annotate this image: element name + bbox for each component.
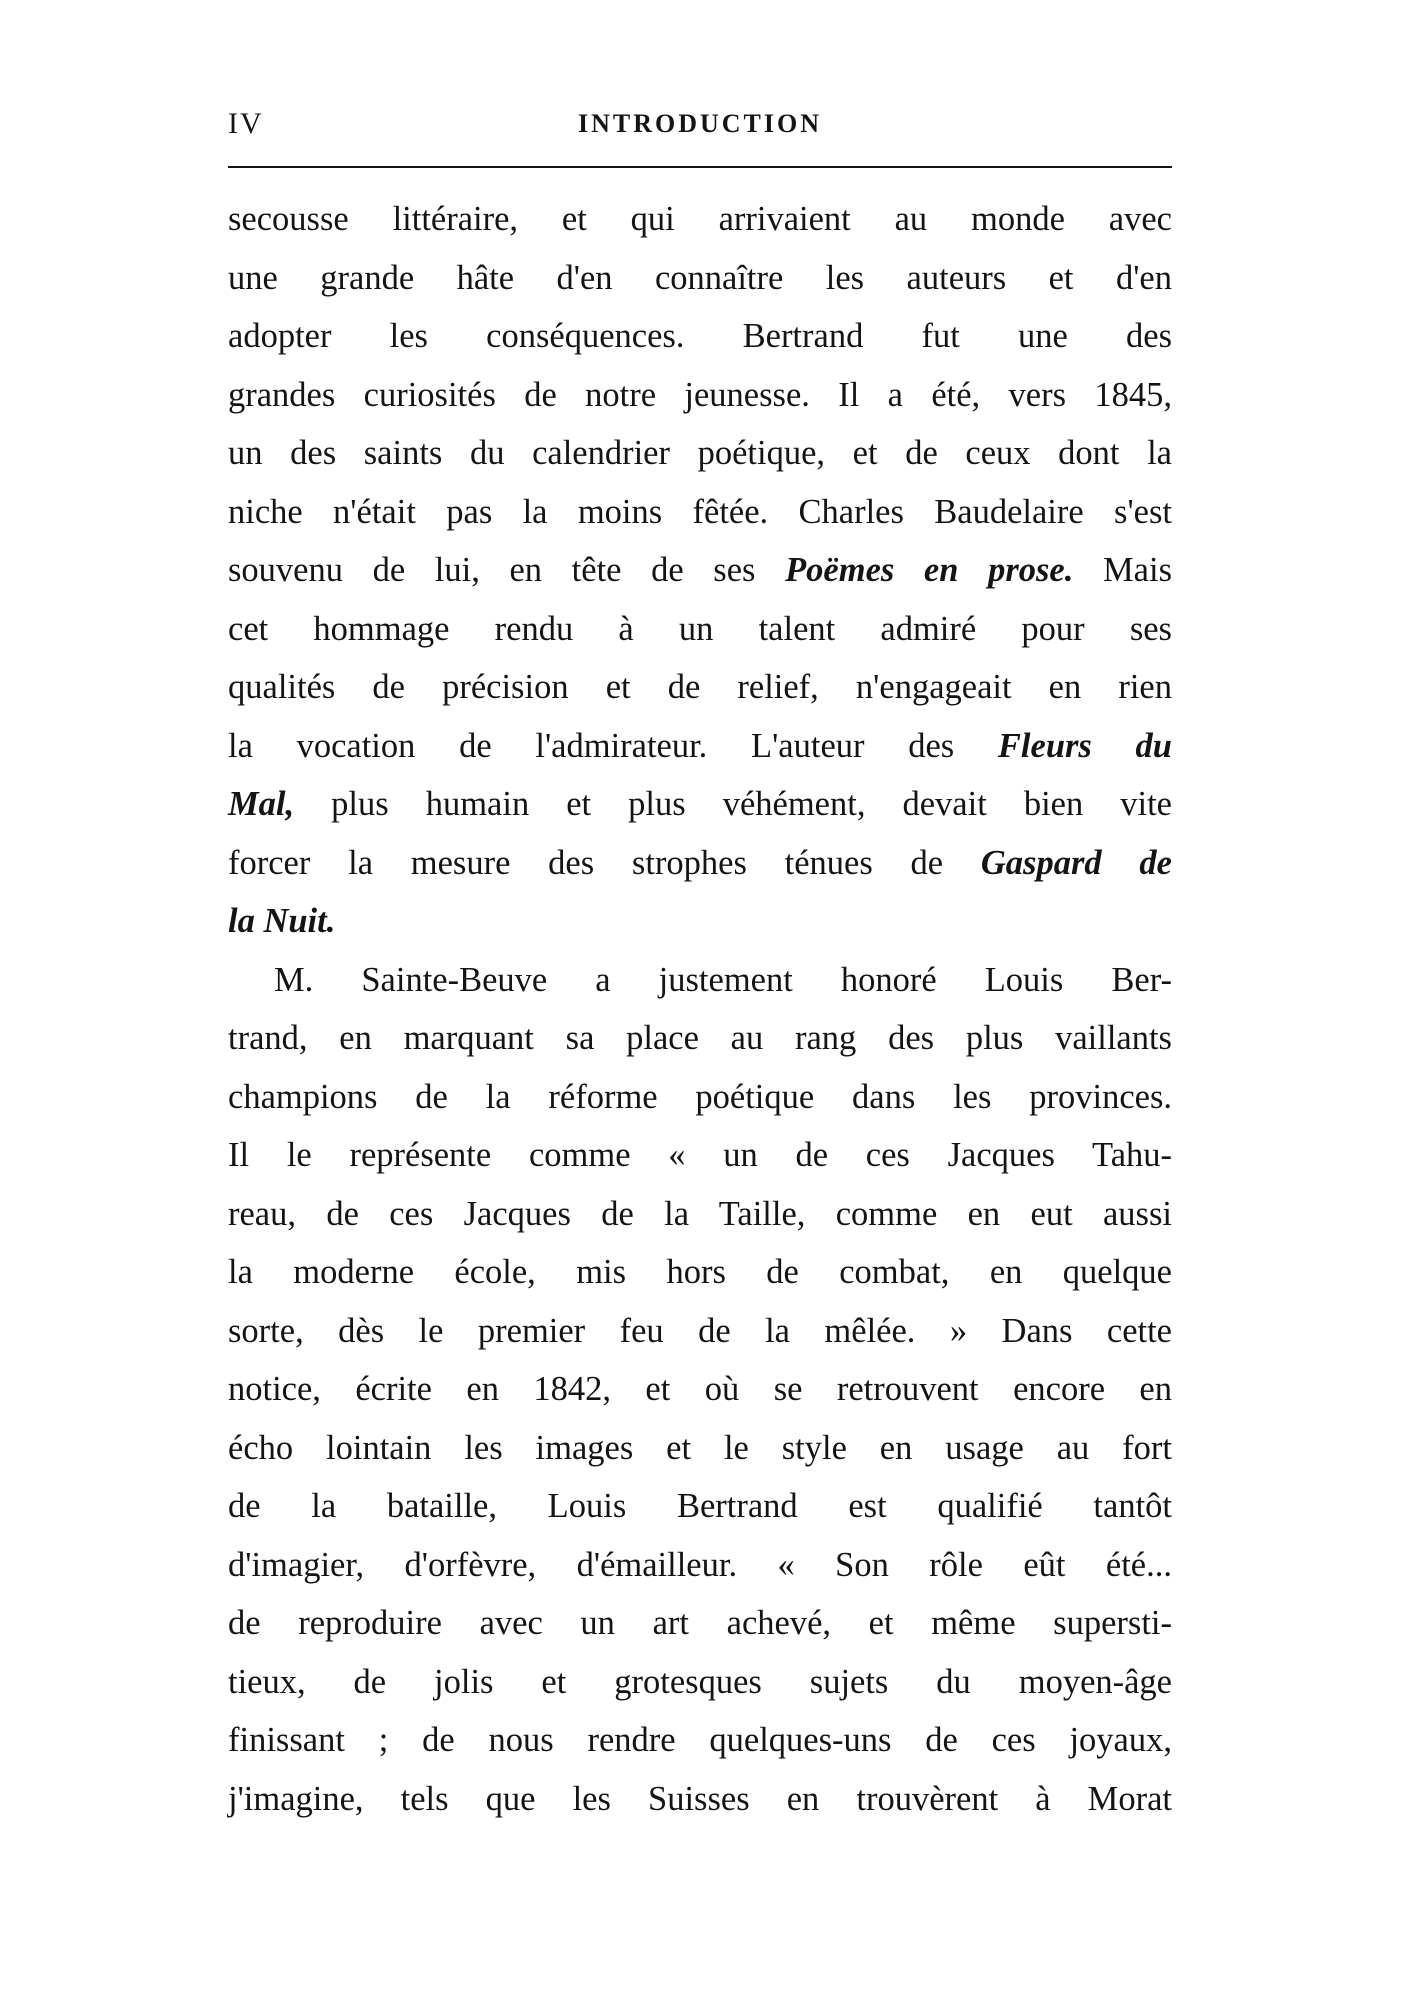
text-line: secousse littéraire, et qui arrivaient au monde avec	[228, 200, 1172, 238]
body-text	[228, 190, 1172, 1828]
text-line: une grande hâte d'en connaître les auteurs et d'en	[228, 258, 1172, 297]
text-line	[228, 834, 1172, 893]
text-line: la moderne école, mis hors de combat, en quelque	[228, 1253, 1172, 1291]
text-line: qualités de précision et de relief, n'engageait en rien	[228, 668, 1172, 706]
header-rule	[228, 166, 1172, 168]
text-line	[228, 717, 1172, 776]
text-run: la vocation de l'admirateur. L'auteur des	[228, 726, 998, 765]
text-line: de la bataille, Louis Bertrand est qualifié tantôt	[228, 1487, 1172, 1525]
running-head	[228, 104, 1172, 144]
text-line	[228, 775, 1172, 834]
text-line: adopter les conséquences. Bertrand fut une des	[228, 317, 1172, 355]
text-line: trand, en marquant sa place au rang des plus vaillants	[228, 1019, 1172, 1057]
text-line: niche n'était pas la moins fêtée. Charles Baudelaire s'est	[228, 492, 1172, 531]
text-line: reau, de ces Jacques de la Taille, comme en eut aussi	[228, 1194, 1172, 1233]
text-run: plus humain et plus véhément, devait bien vite	[294, 785, 1172, 823]
italic-title-poemes-en-prose: Poëmes en prose.	[785, 551, 1074, 589]
text-line: écho lointain les images et le style en usage au fort	[228, 1428, 1172, 1467]
text-run: souvenu de lui, en tête de ses	[228, 551, 786, 589]
page-number: IV	[228, 107, 264, 140]
running-title: INTRODUCTION	[577, 109, 823, 138]
text-line	[228, 541, 1172, 600]
italic-title-gaspard-end: la Nuit.	[228, 902, 336, 940]
italic-title-gaspard: Gaspard de	[980, 843, 1172, 882]
text-line: sorte, dès le premier feu de la mêlée. » Dans cette	[228, 1311, 1172, 1350]
text-run: Mais	[1073, 551, 1172, 589]
paragraph-start-line: M. Sainte-Beuve a justement honoré Louis Ber-	[274, 960, 1172, 999]
text-line: grandes curiosités de notre jeunesse. Il a été, vers 1845,	[228, 375, 1172, 414]
italic-title-fleurs-du-mal: Fleurs du	[997, 726, 1172, 765]
text-run: forcer la mesure des strophes ténues de	[228, 843, 981, 882]
text-line: Il le représente comme « un de ces Jacques Tahu-	[228, 1136, 1172, 1174]
text-line: un des saints du calendrier poétique, et de ceux dont la	[228, 434, 1172, 472]
text-line: champions de la réforme poétique dans les provinces.	[228, 1077, 1172, 1116]
italic-title-fleurs-du-mal-end: Mal,	[228, 785, 295, 823]
text-line: tieux, de jolis et grotesques sujets du moyen-âge	[228, 1662, 1172, 1701]
text-line: cet hommage rendu à un talent admiré pour ses	[228, 609, 1172, 648]
text-line: de reproduire avec un art achevé, et même supersti-	[228, 1604, 1172, 1642]
text-line: d'imagier, d'orfèvre, d'émailleur. « Son rôle eût été...	[228, 1545, 1172, 1584]
text-line: notice, écrite en 1842, et où se retrouvent encore en	[228, 1370, 1172, 1408]
text-line: finissant ; de nous rendre quelques-uns de ces joyaux,	[228, 1721, 1172, 1759]
paragraph-end-line	[228, 892, 1172, 951]
text-line: j'imagine, tels que les Suisses en trouvèrent à Morat	[228, 1779, 1172, 1818]
